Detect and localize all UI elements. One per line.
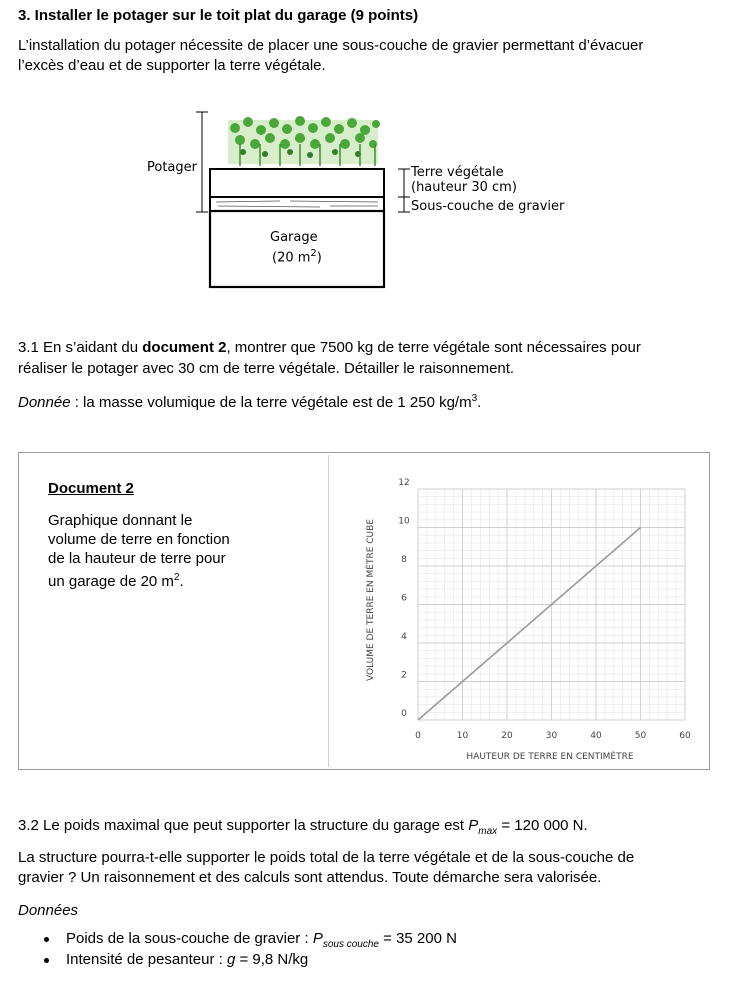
label-terre-vegetale: Terre végétale [411, 165, 504, 180]
intro-line-2: l’excès d’eau et de supporter la terre végétale. [18, 57, 326, 74]
q32-line-2: La structure pourra-t-elle supporter le poids total de la terre végétale et de la sous-couche de [18, 849, 635, 866]
q31-line-2: réaliser le potager avec 30 cm de terre végétale. Détailler le raisonnement. [18, 360, 515, 377]
intro-line-1: L’installation du potager nécessite de placer une sous-couche de gravier permettant d’évacuer [18, 37, 644, 54]
chart-y-tick-label: 6 [401, 593, 407, 604]
gravier-bracket [398, 197, 410, 212]
q32-line-1: 3.2 Le poids maximal que peut supporter la structure du garage est $P_{max} = 120$ 000 N. [18, 817, 588, 837]
q32-bullet-1: Poids de la sous-couche de gravier : $P_{sous couche} = 35$ 200 N [66, 930, 457, 950]
chart-x-tick-label: 20 [501, 731, 513, 741]
chart-y-tick-label: 2 [401, 670, 407, 681]
chart-x-tick-label: 30 [545, 731, 558, 741]
document-2-desc-2: volume de terre en fonction [48, 531, 230, 548]
label-potager: Potager [147, 160, 197, 175]
q32-bullet-2: Intensité de pesanteur : g = 9,8 N/kg [66, 951, 309, 968]
terre-bracket [398, 169, 410, 197]
plants-illustration [228, 116, 380, 166]
bullet-1-dot [44, 937, 49, 942]
q31-donnee: Donnée : la masse volumique de la terre végétale est de 1 250 $kg/m^3$. [18, 393, 482, 411]
gravier-layer [210, 197, 384, 211]
chart-x-tick-label: 0 [415, 731, 421, 741]
document-2-desc-1: Graphique donnant le [48, 512, 193, 529]
chart-x-tick-label: 60 [679, 731, 691, 741]
section-heading: 3. Installer le potager sur le toit plat du garage (9 points) [18, 7, 419, 24]
potager-bracket [196, 112, 208, 212]
chart-x-axis-label: HAUTEUR DE TERRE EN CENTIMÈTRE [466, 752, 634, 762]
document-2-desc-4: un garage de 20 $m^2$. [48, 572, 184, 590]
chart-y-axis-label: VOLUME DE TERRE EN MÈTRE CUBE [366, 518, 376, 682]
q31-line-1: 3.1 En s’aidant du document 2, montrer que 7500 kg de terre végétale sont nécessaires pour [18, 339, 641, 356]
label-terre-hauteur: (hauteur 30 cm) [411, 180, 517, 195]
chart-y-tick-label: 10 [398, 516, 410, 527]
label-sous-couche: Sous-couche de gravier [411, 199, 565, 214]
chart-y-tick-label: 12 [398, 478, 410, 488]
chart-x-tick-label: 10 [456, 731, 469, 741]
q32-donnees-label: Données [18, 902, 79, 919]
document-2-title: Document 2 [48, 480, 134, 497]
document-2-divider [328, 455, 329, 767]
chart-series-line [418, 528, 641, 721]
q32-line-3: gravier ? Un raisonnement et des calculs sont attendus. Toute démarche sera valorisée. [18, 869, 602, 886]
chart-y-tick-label: 0 [401, 709, 407, 719]
volume-chart-svg [330, 456, 708, 768]
terre-vegetale-layer [210, 169, 384, 197]
document-2-desc-3: de la hauteur de terre pour [48, 550, 226, 567]
chart-x-tick-label: 40 [590, 731, 602, 741]
chart-x-tick-label: 50 [634, 731, 647, 741]
chart-y-tick-label: 8 [401, 555, 407, 565]
chart-y-tick-label: 4 [401, 632, 407, 642]
label-garage-area: (20 $m^2$) [272, 248, 322, 266]
label-garage: Garage [270, 230, 318, 245]
bullet-2-dot [44, 958, 49, 963]
volume-chart [330, 456, 708, 768]
